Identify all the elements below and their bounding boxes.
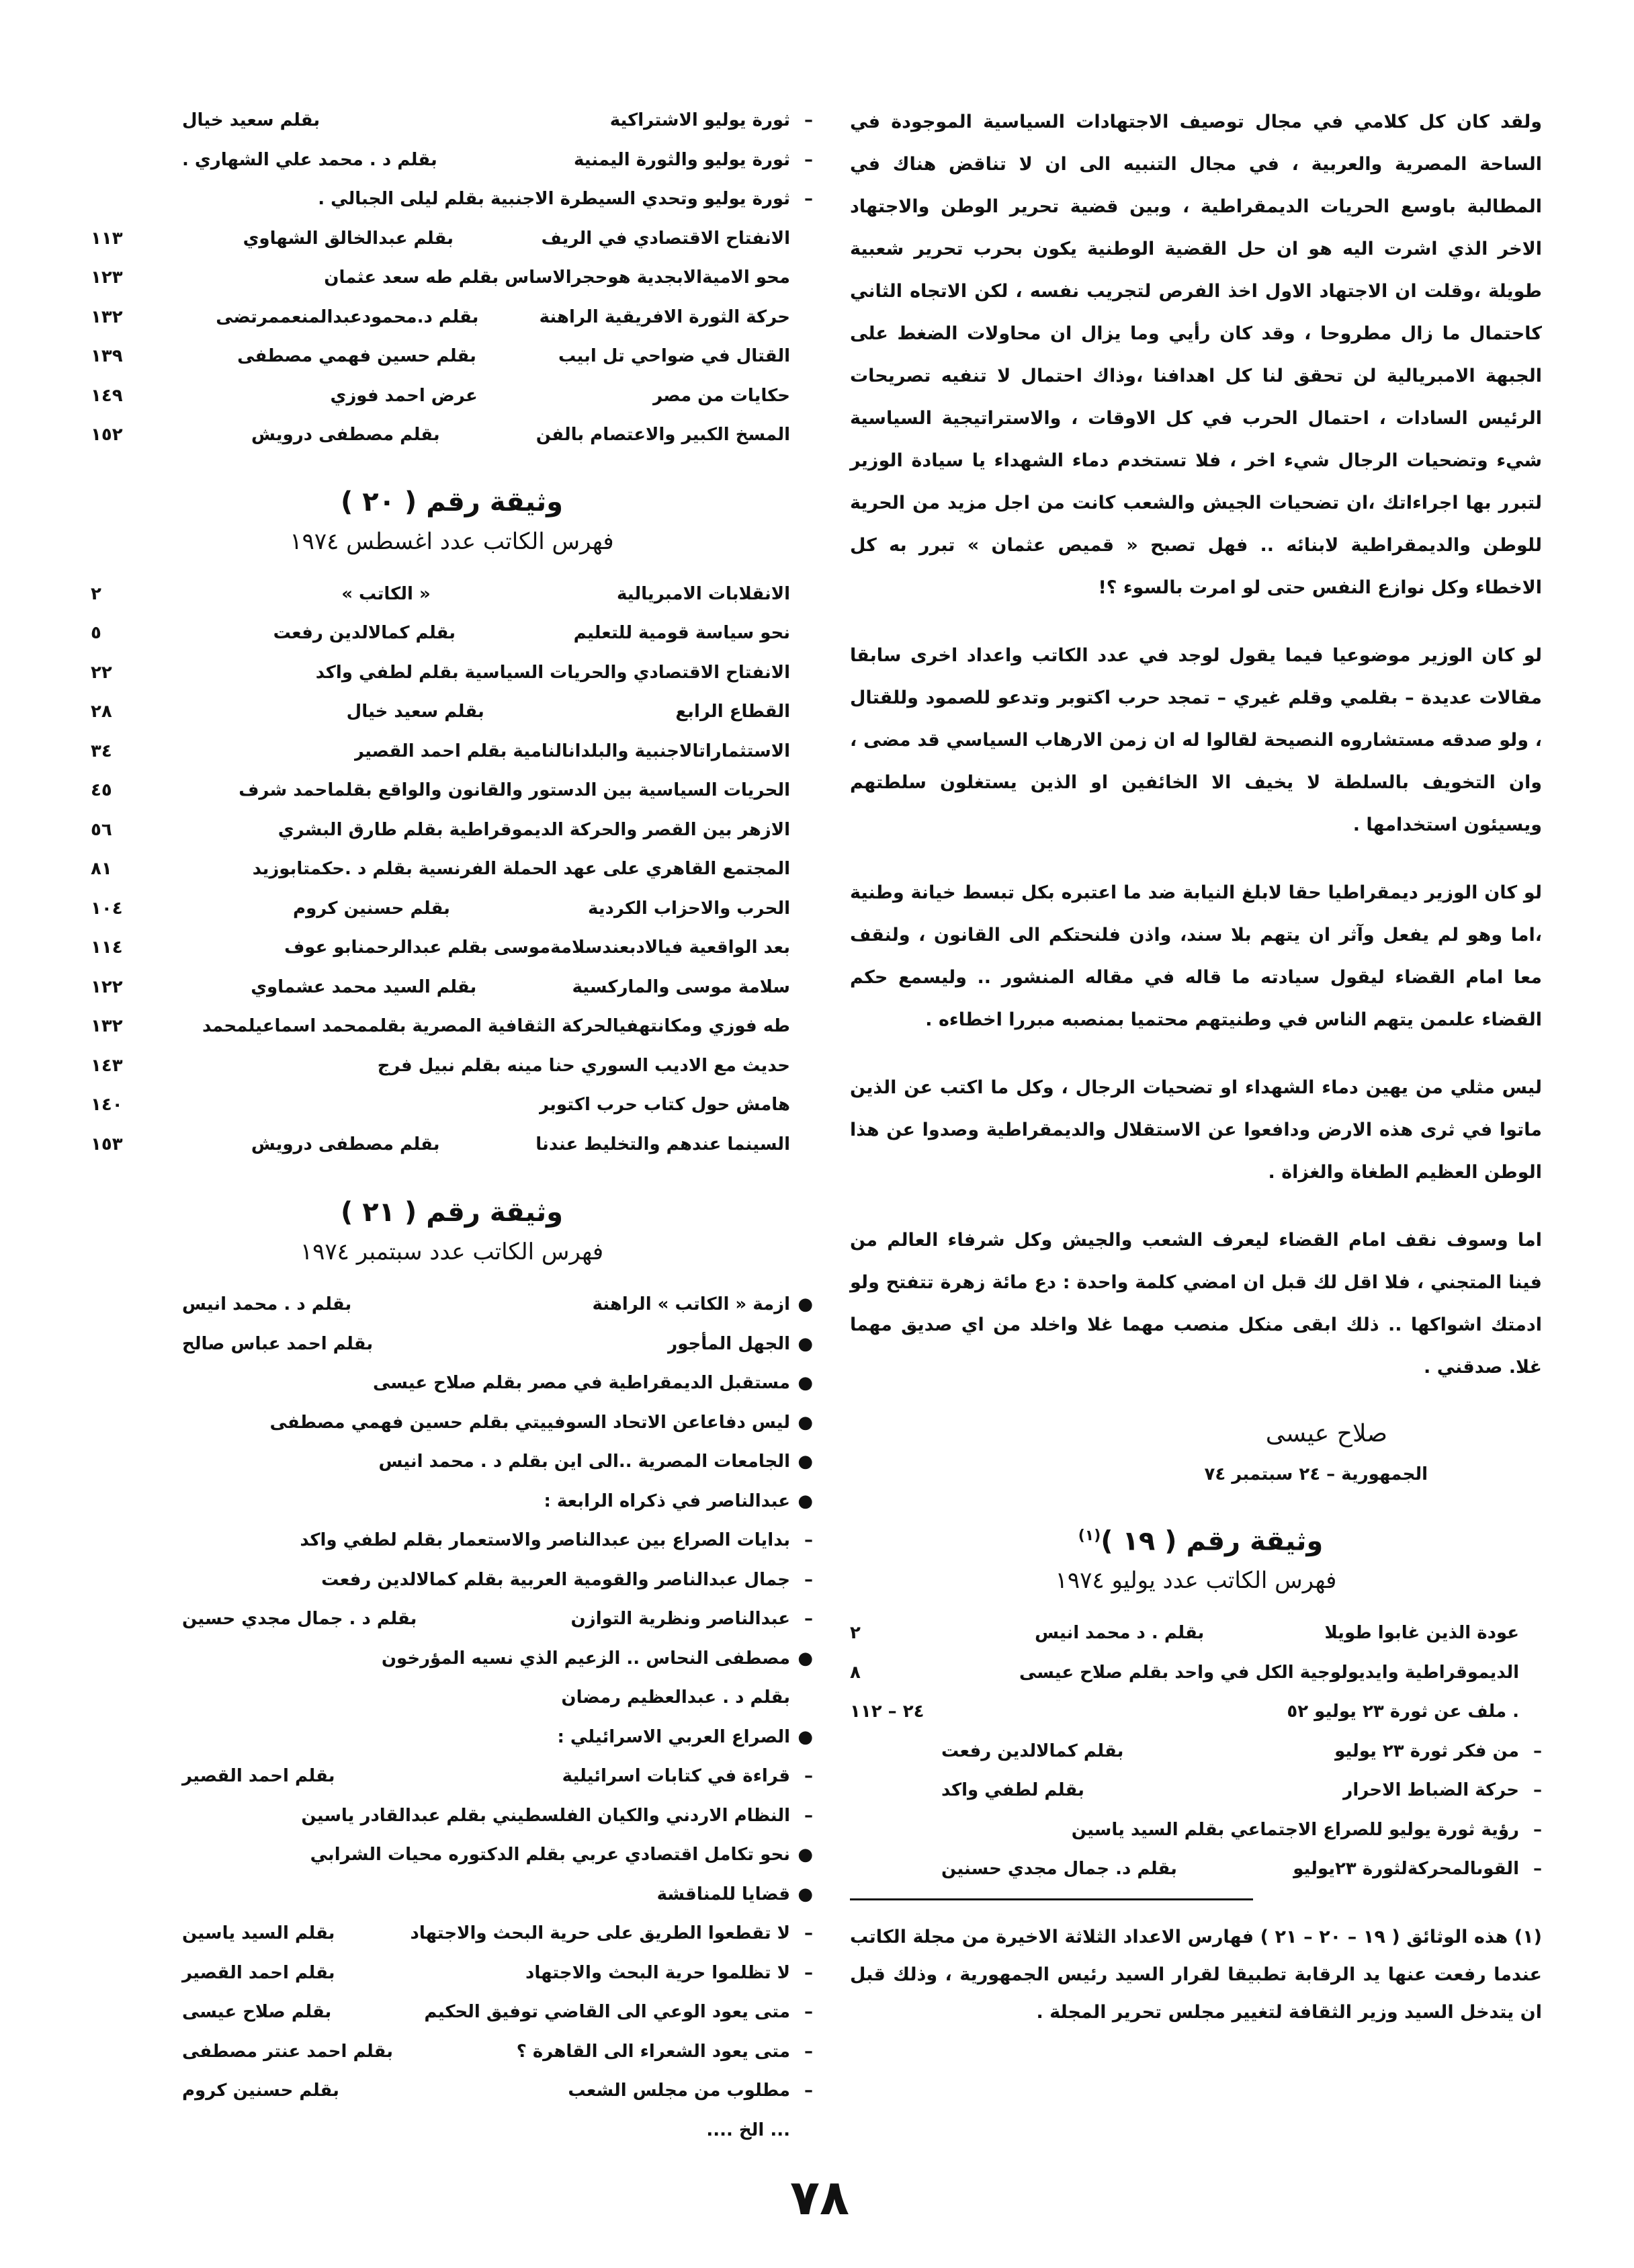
toc-entry-marker: –: [804, 189, 813, 209]
toc-entry-title: حركة الضباط الاحرار: [1342, 1780, 1519, 1801]
toc-entry-marker: –: [1533, 1819, 1542, 1840]
toc-entry: [91, 2071, 813, 2111]
document-21-title: وثيقة رقم ( ٢١ ): [341, 1197, 563, 1228]
toc-entry-page: ١٢٢: [91, 976, 123, 997]
toc-entry-author: بقلم . د محمد انيس: [1035, 1623, 1205, 1644]
toc-entry-title: الانقلابات الامبريالية: [616, 583, 790, 604]
toc-entry-page: ٥٦: [91, 819, 112, 840]
right-column: [850, 101, 1542, 2050]
toc-entry-page: ٨١: [91, 859, 112, 879]
toc-entry-author: بقلم مصطفى درويش: [251, 425, 440, 445]
toc-entry-page: ٤٥: [91, 780, 112, 800]
toc-entry-title: القوىالمحركةلثورة ٢٣يوليو: [1293, 1859, 1519, 1880]
document-19-toc: [850, 1613, 1542, 1889]
toc-entry-title: عبدالناصر ونظرية التوازن: [570, 1609, 790, 1629]
footnote: (١) هذه الوثائق ( ١٩ – ٢٠ – ٢١ ) فهارس الاعداد الثلاثة الاخيرة من مجلة الكاتب عندما رفعت عنها يد الرقابة تطبيقا لقرار السيد رئيس الجمهورية ، وذلك قبل ان يتدخل السيد وزير الثقافة لتغيير مجلس تحرير المجلة .: [850, 1926, 1542, 2023]
toc-entry-title: مصطفى النحاس .. الزعيم الذي نسيه المؤرخون: [381, 1648, 790, 1669]
article-paragraph: اما وسوف نقف امام القضاء ليعرف الشعب والجيش وكل شرفاء العالم من فينا المتجني ، فلا اقل لك قبل ان امضي كلمة واحدة : دع مائة زهرة تتفتح ولو ادمتك اشواكها .. ذلك ابقى منكل منصب مهما غلا واخلد من اي صديق مهما غلا. صدقني .: [850, 1230, 1542, 1378]
toc-entry: [91, 1046, 813, 1086]
document-20-subtitle: فهرس الكاتب عدد اغسطس ١٩٧٤: [290, 528, 614, 555]
toc-entry-page: ١٥٣: [91, 1134, 123, 1154]
toc-entry-page: ٥: [91, 623, 101, 643]
toc-entry-title: الجهل المأجور: [667, 1333, 790, 1354]
toc-entry-title: . ملف عن ثورة ٢٣ يوليو ٥٢: [1287, 1702, 1519, 1722]
toc-entry-marker: –: [804, 2041, 813, 2062]
toc-entry: [91, 968, 813, 1007]
toc-entry-author: بقلم د . محمد انيس: [182, 1294, 352, 1314]
toc-entry-title: سلامة موسى والماركسية: [572, 976, 790, 997]
toc-entry: [91, 140, 813, 180]
toc-entry: [91, 1560, 813, 1600]
toc-entry-title: المجتمع القاهري على عهد الحملة الفرنسية بقلم د .حكمتابوزيد: [252, 859, 790, 879]
toc-entry-title: بقلم د . عبدالعظيم رمضان: [561, 1687, 790, 1708]
toc-entry-page: ١٠٤: [91, 898, 123, 919]
toc-entry-marker: ●: [798, 1726, 813, 1747]
toc-entry-title: رؤية ثورة يوليو للصراع الاجتماعي بقلم السيد ياسين: [1071, 1819, 1519, 1840]
toc-entry: [850, 1653, 1542, 1693]
toc-entry-title: متى يعود الشعراء الى القاهرة ؟: [516, 2041, 790, 2062]
toc-entry-title: ليس دفاعاعن الاتحاد السوفييتي بقلم حسين فهمي مصطفى: [269, 1412, 790, 1433]
toc-entry-title: الانفتاح الاقتصادي في الريف: [541, 228, 790, 249]
toc-entry-title: لا تقطعوا الطريق على حرية البحث والاجتهاد: [410, 1923, 790, 1943]
toc-entry-title: الانفتاح الاقتصادي والحريات السياسية بقلم لطفي واكد: [315, 662, 790, 683]
continued-toc: [91, 101, 813, 455]
toc-entry-page: ١١٤: [91, 937, 123, 958]
toc-entry-title: محو الاميةالابجدية هوحجرالاساس بقلم طه سعد عثمان: [324, 267, 790, 288]
toc-entry: [91, 1757, 813, 1796]
toc-entry-marker: –: [804, 1609, 813, 1629]
toc-entry-title: ازمة « الكاتب » الراهنة: [592, 1294, 790, 1314]
toc-entry-author: بقلم كمالالدين رفعت: [273, 623, 456, 643]
toc-entry: [91, 1954, 813, 1993]
document-19-title: [850, 1515, 1542, 1562]
article-paragraph: لو كان الوزير موضوعيا فيما يقول لوجد في عدد الكاتب واعداد اخرى سابقا مقالات عديدة – بقلمي وقلم غيري – تمجد حرب اكتوبر وتدعو للصمود وللقتال ، ولو صدقه مستشاروه النصيحة لقالوا له ان زمن الارهاب السياسي قد مضى ، وان التخويف بالسلطة لا يخيف الا الخائفين او الذين يستغلون سلطتهم ويسيئون استخدامها .: [850, 645, 1542, 835]
toc-entry-page: ٢٨: [91, 702, 112, 722]
signature-source-date: الجمهورية – ٢٤ سبتمبر ٧٤: [1204, 1464, 1428, 1484]
toc-entry-title: قراءة في كتابات اسرائيلية: [562, 1766, 790, 1786]
toc-entry-author: بقلم احمد عباس صالح: [182, 1333, 374, 1354]
toc-entry-title: نحو سياسة قومية للتعليم: [573, 623, 790, 643]
toc-entry: [91, 1442, 813, 1482]
toc-entry-title: حكايات من مصر: [652, 385, 790, 406]
toc-entry: [850, 1732, 1542, 1771]
toc-entry-page: ١٣٢: [91, 1016, 123, 1036]
toc-entry-title: الحريات السياسية بين الدستور والقانون والواقع بقلماحمد شرف: [239, 780, 790, 800]
toc-entry-marker: ●: [798, 1490, 813, 1511]
toc-entry: [91, 258, 813, 298]
toc-entry: [91, 1992, 813, 2032]
toc-entry: [91, 1482, 813, 1521]
toc-entry: [91, 810, 813, 850]
article-paragraph: لو كان الوزير ديمقراطيا حقا لابلغ النيابة ضد ما اعتبره بكل تبسط خيانة وطنية ،اما وهو لم يفعل وآثر ان يتهم بلا سند، واذن فلنحتكم الى القانون ، ولنقف معا امام القضاء ليقول سيادته ما قاله في مقاله المنشور .. وليسمع حكم القضاء علىمن يتهم الناس في وطنيتهم محتميا بمنصبه مبررا اخطاءه .: [850, 882, 1542, 1030]
footnote-divider: [850, 1898, 1253, 1900]
toc-entry: [91, 1403, 813, 1443]
toc-entry: [91, 1363, 813, 1403]
toc-entry-marker: ●: [798, 1452, 813, 1472]
toc-entry-author: بقلم سعيد خيال: [182, 110, 320, 130]
document-19-subtitle: فهرس الكاتب عدد يوليو ١٩٧٤: [1055, 1567, 1337, 1595]
toc-entry-marker: –: [804, 1530, 813, 1550]
toc-entry-title: المسخ الكبير والاعتصام بالفن: [535, 425, 790, 445]
toc-entry: [91, 1599, 813, 1639]
toc-entry: [91, 1718, 813, 1757]
toc-entry: [91, 732, 813, 771]
toc-entry-author: « الكاتب »: [341, 583, 431, 604]
toc-entry-author: بقلم كمالالدين رفعت: [941, 1740, 1124, 1761]
toc-entry: [91, 1007, 813, 1046]
toc-entry-author: بقلم احمد عنتر مصطفى: [182, 2041, 393, 2062]
toc-entry-author: بقلم سعيد خيال: [346, 702, 484, 722]
toc-entry-author: بقلم حسين فهمي مصطفى: [237, 346, 476, 366]
toc-entry: [91, 101, 813, 140]
toc-entry: [91, 1521, 813, 1560]
toc-entry: [850, 1771, 1542, 1810]
toc-entry-page: ١٤٩: [91, 385, 123, 406]
toc-entry: [91, 1914, 813, 1954]
toc-entry-page: ٢: [850, 1623, 861, 1644]
toc-entry-title: هامش حول كتاب حرب اكتوبر: [539, 1095, 790, 1115]
toc-entry-title: متى يعود الوعي الى القاضي توفيق الحكيم: [424, 2002, 790, 2022]
toc-entry-title: بدايات الصراع بين عبدالناصر والاستعمار بقلم لطفي واكد: [300, 1530, 790, 1550]
toc-entry-title: حديث مع الاديب السوري حنا مينه بقلم نبيل فرج: [377, 1055, 790, 1076]
signature-name: صلاح عيسى: [1265, 1420, 1387, 1447]
toc-entry-title: جمال عبدالناصر والقومية العربية بقلم كمالالدين رفعت: [321, 1569, 790, 1590]
toc-entry-marker: –: [804, 149, 813, 170]
toc-entry-page: ١٣٩: [91, 346, 123, 366]
toc-entry-title: طه فوزي ومكانتهفيالحركة الثقافية المصرية بقلممحمد اسماعيلمحمد: [202, 1016, 790, 1036]
toc-entry-title: الصراع العربي الاسرائيلي :: [557, 1726, 790, 1747]
toc-entry: [91, 1285, 813, 1325]
toc-entry-marker: ●: [798, 1333, 813, 1354]
toc-entry-title: عودة الذين غابوا طويلا: [1324, 1623, 1519, 1644]
document-21-subtitle: فهرس الكاتب عدد سبتمبر ١٩٧٤: [300, 1238, 604, 1265]
toc-entry-title: القتال في ضواحي تل ابيب: [558, 346, 790, 366]
toc-entry: [91, 337, 813, 376]
toc-entry: [91, 889, 813, 929]
toc-entry-marker: –: [804, 2002, 813, 2022]
toc-entry-marker: ●: [798, 1373, 813, 1393]
toc-entry: [91, 2111, 813, 2150]
toc-entry-title: عبدالناصر في ذكراه الرابعة :: [544, 1490, 790, 1511]
toc-entry-marker: –: [804, 1805, 813, 1826]
toc-entry: [91, 692, 813, 732]
toc-entry: [850, 1810, 1542, 1850]
toc-entry: [91, 771, 813, 810]
toc-entry-marker: –: [1533, 1740, 1542, 1761]
toc-entry-author: بقلم صلاح عيسى: [182, 2002, 332, 2022]
toc-entry-page: ١٥٢: [91, 425, 123, 445]
toc-entry-marker: –: [1533, 1780, 1542, 1801]
toc-entry-title: الجامعات المصرية ..الى اين بقلم د . محمد انيس: [378, 1452, 790, 1472]
toc-entry-marker: ●: [798, 1884, 813, 1904]
document-19-title-text: وثيقة رقم ( ١٩ ): [1101, 1525, 1324, 1557]
toc-entry: [850, 1849, 1542, 1889]
toc-entry-author: عرض احمد فوزي: [330, 385, 478, 406]
toc-entry: [91, 1678, 813, 1718]
toc-entry-author: بقلم د.محمودعبدالمنعممرتضى: [216, 306, 479, 327]
toc-entry-author: بقلم حسنين كروم: [293, 898, 450, 919]
toc-entry-page: ١٤٠: [91, 1095, 123, 1115]
toc-entry: [91, 614, 813, 653]
toc-entry: [91, 298, 813, 337]
toc-entry-author: بقلم لطفي واكد: [941, 1780, 1084, 1801]
toc-entry-author: بقلم حسنين كروم: [182, 2081, 339, 2101]
toc-entry: [91, 1875, 813, 1915]
toc-entry-author: بقلم مصطفى درويش: [251, 1134, 440, 1154]
toc-entry-marker: –: [804, 110, 813, 130]
toc-entry: [91, 1835, 813, 1875]
toc-entry: [91, 928, 813, 968]
toc-entry: [850, 1692, 1542, 1732]
toc-entry-author: بقلم عبدالخالق الشهاوي: [243, 228, 454, 249]
toc-entry-author: بقلم احمد القصير: [182, 1962, 335, 1983]
toc-entry: [91, 849, 813, 889]
toc-entry-title: ثورة يوليو وتحدي السيطرة الاجنبية بقلم ليلى الجبالي .: [318, 189, 790, 209]
toc-entry-author: بقلم السيد ياسين: [182, 1923, 335, 1943]
document-21-toc: [91, 1285, 813, 2150]
footnote-marker: (١): [1078, 1527, 1101, 1544]
toc-entry: [91, 1125, 813, 1165]
toc-entry: [91, 2032, 813, 2072]
toc-entry-author: بقلم احمد القصير: [182, 1766, 335, 1786]
toc-entry-marker: –: [804, 1923, 813, 1943]
toc-entry-page: ١٣٢: [91, 306, 123, 327]
toc-entry-title: نحو تكامل اقتصادي عربي بقلم الدكتوره محيات الشرابي: [310, 1845, 790, 1865]
toc-entry-page: ٢: [91, 583, 101, 604]
toc-entry-title: مستقبل الديمقراطية في مصر بقلم صلاح عيسى: [372, 1373, 790, 1393]
toc-entry-marker: –: [804, 1766, 813, 1786]
article-paragraph: ولقد كان كل كلامي في مجال توصيف الاجتهادات السياسية الموجودة في الساحة المصرية والعربية ، في مجال التنبيه الى ان لا تناقض هناك في المطالبة باوسع الحريات الديمقراطية ، وبين قضية تحرير الوطن والاجتهاد الاخر الذي اشرت اليه هو ان حل القضية الوطنية يكون بحرب تحرير شعبية طويلة ،وقلت ان الاجتهاد الاول اخذ الفرص لتجريب نفسه ، لكن الاتجاه الثاني كاحتمال ما زال مطروحا ، وقد كان رأيي وما يزال ان محاولات الضغط على الجبهة الامبريالية لن تحقق لنا كل اهدافنا ،وذاك احتمال لا تنفيه تصريحات الرئيس السادات ، احتمال الحرب في كل الاوقات ، والاستراتيجية السياسية شيء وتضحيات الرجال شيء اخر ، فلا تستخدم دماء الشهداء يا سيادة الوزير لتبرر بها اجراءاتك ،ان تضحيات الجيش والشعب كانت من اجل مزيد من الحرية للوطن والديمقراطية لابنائه .. فهل تصبح « قميص عثمان » تبرر به كل الاخطاء وكل نوازع النفس حتى لو امرت بالسوء ؟!: [850, 112, 1542, 598]
toc-entry: [91, 653, 813, 693]
toc-entry-page: ٢٤ – ١١٢: [850, 1702, 924, 1722]
toc-entry: [91, 1796, 813, 1836]
toc-entry: [91, 415, 813, 455]
toc-entry-title: بعد الواقعية فيالادبعندسلامةموسى بقلم عبدالرحمنابو عوف: [284, 937, 790, 958]
toc-entry-title: لا تظلموا حرية البحث والاجتهاد: [525, 1962, 790, 1983]
toc-entry: [91, 1085, 813, 1125]
toc-entry-title: ثورة يوليو الاشتراكية: [609, 110, 790, 130]
toc-entry: [91, 219, 813, 259]
toc-entry-page: ٣٤: [91, 741, 112, 761]
toc-entry: [91, 179, 813, 219]
toc-entry-title: النظام الاردني والكيان الفلسطيني بقلم عبدالقادر ياسين: [301, 1805, 790, 1826]
document-20-title: وثيقة رقم ( ٢٠ ): [341, 486, 563, 517]
document-20-toc: [91, 575, 813, 1165]
toc-entry-page: ١٢٣: [91, 267, 123, 288]
toc-entry-page: ٢٢: [91, 662, 112, 683]
toc-entry: [91, 575, 813, 614]
article-paragraph: ليس مثلي من يهين دماء الشهداء او تضحيات الرجال ، وكل ما اكتب عن الذين ماتوا في ثرى هذه الارض ودافعوا عن الاستقلال والديمقراطية وصدوا عن هذا الوطن العظيم الطغاة والغزاة .: [850, 1077, 1542, 1183]
toc-entry-page: ٨: [850, 1662, 861, 1683]
toc-entry-title: الحرب والاحزاب الكردية: [587, 898, 790, 919]
toc-entry: [850, 1613, 1542, 1653]
toc-entry-title: الاستثماراتالاجنبية والبلدانالنامية بقلم احمد القصير: [353, 741, 790, 761]
toc-entry: [91, 376, 813, 416]
page-number: ٧٨: [790, 2169, 849, 2226]
toc-entry-title: مطلوب من مجلس الشعب: [568, 2081, 790, 2101]
toc-entry-marker: ●: [798, 1648, 813, 1669]
toc-entry-marker: –: [804, 2081, 813, 2101]
toc-entry-title: حركة الثورة الافريقية الراهنة: [539, 306, 790, 327]
toc-entry: [91, 1639, 813, 1679]
toc-entry-title: الديموقراطية وايديولوجية الكل في واحد بقلم صلاح عيسى: [1019, 1662, 1519, 1683]
toc-entry-title: ... الخ ....: [706, 2119, 790, 2140]
toc-entry-title: القطاع الرابع: [675, 702, 790, 722]
toc-entry-title: ثورة يوليو والثورة اليمنية: [573, 149, 790, 170]
toc-entry-marker: –: [804, 1569, 813, 1590]
toc-entry-author: بقلم د . جمال مجدي حسين: [182, 1609, 417, 1629]
toc-entry-marker: –: [1533, 1859, 1542, 1880]
toc-entry-title: الازهر بين القصر والحركة الديموقراطية بقلم طارق البشري: [277, 819, 790, 840]
left-column: [91, 101, 813, 2150]
toc-entry-title: السينما عندهم والتخليط عندنا: [535, 1134, 790, 1154]
toc-entry-title: من فكر ثورة ٢٣ يوليو: [1334, 1740, 1519, 1761]
toc-entry-marker: ●: [798, 1412, 813, 1433]
toc-entry-marker: –: [804, 1962, 813, 1983]
toc-entry-author: بقلم د. جمال مجدي حسنين: [941, 1859, 1177, 1880]
toc-entry-page: ١١٣: [91, 228, 123, 249]
toc-entry-author: بقلم السيد محمد عشماوي: [251, 976, 477, 997]
toc-entry-marker: ●: [798, 1845, 813, 1865]
toc-entry: [91, 1325, 813, 1364]
toc-entry-title: قضايا للمناقشة: [656, 1884, 790, 1904]
toc-entry-author: بقلم د . محمد علي الشهاري .: [182, 149, 437, 170]
toc-entry-marker: ●: [798, 1294, 813, 1314]
toc-entry-page: ١٤٣: [91, 1055, 123, 1076]
